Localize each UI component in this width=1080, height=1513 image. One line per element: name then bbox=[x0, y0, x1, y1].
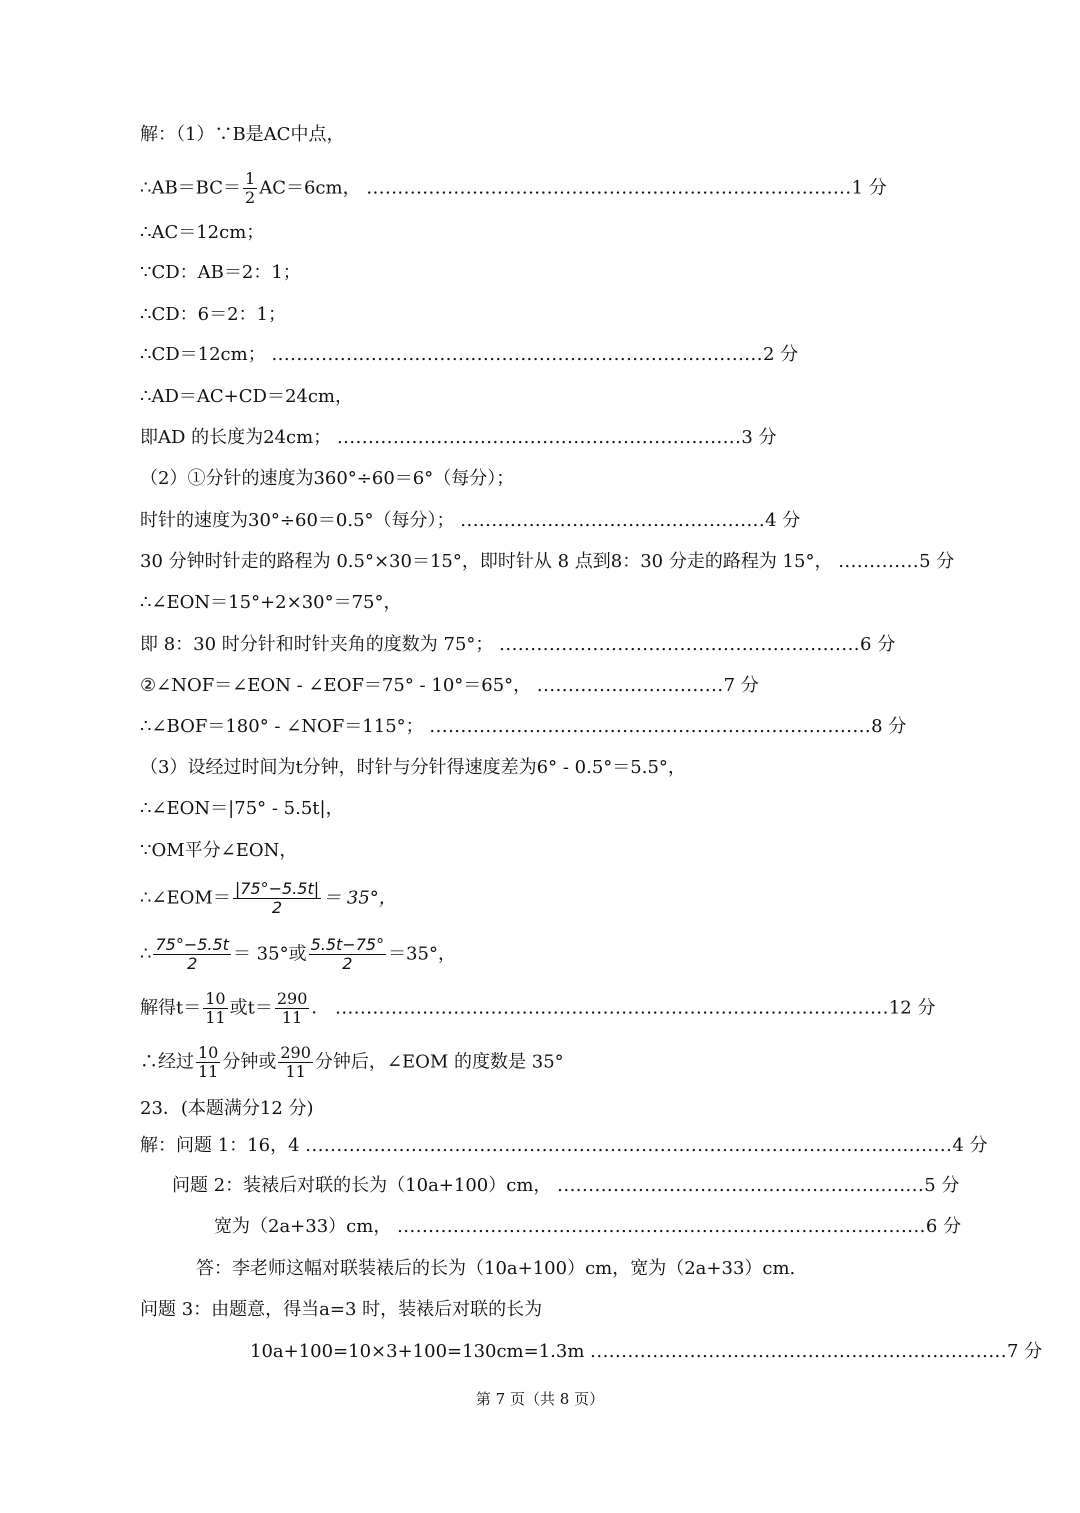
leader-dots: ........................................................................................................ bbox=[305, 1135, 953, 1156]
fraction bbox=[278, 1044, 313, 1081]
line-text: 解：问题 1：16，4 bbox=[140, 1135, 300, 1156]
line-24 bbox=[140, 1134, 988, 1158]
line-text: ∴经过 bbox=[140, 1051, 194, 1073]
fraction-numerator: 1 bbox=[245, 169, 256, 188]
line-text: （3）设经过时间为t分钟，时针与分针得速度差为6° - 0.5°＝5.5°， bbox=[140, 757, 686, 778]
line-11 bbox=[140, 550, 954, 574]
score-label: 4 分 bbox=[765, 510, 801, 531]
leader-dots: ................................................. bbox=[460, 510, 766, 531]
line-3 bbox=[140, 221, 264, 245]
line-15 bbox=[140, 715, 906, 739]
score-label: 7 分 bbox=[1007, 1341, 1043, 1362]
line-text: 解：（1）∵B是AC中点， bbox=[140, 124, 345, 145]
line-text: ＝ 35°或 bbox=[232, 943, 307, 965]
fraction bbox=[233, 880, 321, 917]
score-label: 5 分 bbox=[924, 1175, 960, 1196]
line-text: ∴CD＝12cm； bbox=[140, 344, 266, 365]
leader-dots: ....................................................................... bbox=[429, 716, 872, 737]
line-5 bbox=[140, 303, 286, 327]
fraction-denominator: 11 bbox=[285, 1062, 306, 1081]
line-text: ∴ bbox=[140, 943, 152, 965]
line-text: 分钟或 bbox=[222, 1051, 277, 1073]
line-text: 23．(本题满分12 分) bbox=[140, 1098, 314, 1119]
fraction-denominator: 11 bbox=[198, 1062, 219, 1081]
fraction-numerator: 290 bbox=[280, 1043, 311, 1062]
line-16 bbox=[140, 756, 686, 780]
line-21 bbox=[140, 990, 935, 1027]
line-text: 答：李老师这幅对联装裱后的长为（10a+100）cm，宽为（2a+33）cm. bbox=[196, 1258, 796, 1279]
line-text: ∴∠EOM＝ bbox=[140, 887, 231, 909]
line-25 bbox=[172, 1174, 959, 1198]
fraction bbox=[203, 990, 227, 1027]
line-17 bbox=[140, 797, 344, 821]
line-8 bbox=[140, 426, 777, 450]
line-text: ∵OM平分∠EON， bbox=[140, 840, 298, 861]
line-text: ∵CD：AB＝2：1； bbox=[140, 262, 301, 283]
line-text: ∴AC＝12cm； bbox=[140, 222, 265, 243]
fraction-numerator: |75°−5.5t| bbox=[234, 879, 320, 898]
line-22 bbox=[140, 1044, 564, 1081]
line-9 bbox=[140, 467, 514, 491]
line-text: 即 8：30 时分针和时针夹角的度数为 75°； bbox=[140, 634, 494, 655]
line-text: 宽为（2a+33）cm， bbox=[214, 1216, 392, 1237]
line-text: AC＝6cm， bbox=[259, 177, 361, 199]
score-label: 6 分 bbox=[925, 1216, 962, 1237]
fraction bbox=[243, 170, 257, 207]
leader-dots: .......................................................... bbox=[499, 634, 861, 655]
fraction bbox=[309, 936, 386, 973]
line-text: ＝ 35°， bbox=[323, 887, 397, 909]
line-26 bbox=[214, 1215, 961, 1239]
line-29 bbox=[250, 1340, 1042, 1364]
line-7 bbox=[140, 385, 353, 409]
line-text: ＝35°， bbox=[388, 943, 456, 965]
leader-dots: .............................................................................. bbox=[366, 177, 852, 199]
fraction-denominator: 11 bbox=[281, 1008, 303, 1027]
line-text: 即AD 的长度为24cm； bbox=[140, 427, 332, 448]
score-label: 7 分 bbox=[723, 675, 759, 696]
line-28 bbox=[140, 1298, 542, 1322]
fraction-denominator: 2 bbox=[187, 954, 198, 973]
score-label: 3 分 bbox=[741, 427, 777, 448]
line-23 bbox=[140, 1097, 314, 1121]
line-text: ∴∠EON＝|75° - 5.5t|， bbox=[140, 798, 344, 819]
line-10 bbox=[140, 509, 800, 533]
line-2 bbox=[140, 170, 887, 207]
line-12 bbox=[140, 591, 402, 615]
score-label: 5 分 bbox=[919, 551, 955, 572]
leader-dots: .............................. bbox=[536, 675, 724, 696]
line-14 bbox=[140, 674, 759, 698]
line-text: ． bbox=[311, 997, 330, 1019]
line-13 bbox=[140, 633, 895, 657]
fraction-numerator: 10 bbox=[205, 989, 226, 1008]
leader-dots: ................................................................... bbox=[590, 1341, 1007, 1362]
line-text: ∴AD＝AC+CD＝24cm， bbox=[140, 386, 353, 407]
score-label: 8 分 bbox=[871, 716, 907, 737]
score-label: 1 分 bbox=[851, 177, 887, 199]
score-label: 4 分 bbox=[952, 1135, 988, 1156]
fraction-numerator: 10 bbox=[198, 1043, 219, 1062]
leader-dots: ..................................................................................... bbox=[397, 1216, 926, 1237]
score-label: 12 分 bbox=[888, 997, 936, 1019]
line-text: 10a+100=10×3+100=130cm=1.3m bbox=[250, 1341, 585, 1362]
score-label: 2 分 bbox=[762, 344, 799, 365]
page-footer: 第 7 页（共 8 页） bbox=[475, 1390, 605, 1408]
line-19 bbox=[140, 880, 397, 917]
fraction-numerator: 75°−5.5t bbox=[155, 935, 229, 954]
line-20 bbox=[140, 936, 456, 973]
fraction-denominator: 11 bbox=[205, 1008, 226, 1027]
line-text: 问题 3：由题意，得当a=3 时，装裱后对联的长为 bbox=[140, 1299, 543, 1320]
line-text: （2）①分针的速度为360°÷60＝6°（每分）； bbox=[140, 468, 515, 489]
line-text: ∴CD：6＝2：1； bbox=[140, 304, 287, 325]
line-text: 30 分钟时针走的路程为 0.5°×30＝15°，即时针从 8 点到8：30 分走的路程为 15°， bbox=[140, 551, 833, 572]
fraction-numerator: 5.5t−75° bbox=[310, 935, 385, 954]
line-text: ∴∠EON＝15°+2×30°＝75°， bbox=[140, 592, 402, 613]
line-text: 或t＝ bbox=[229, 997, 273, 1019]
line-text: ∴AB＝BC＝ bbox=[140, 177, 242, 199]
line-text: 问题 2：装裱后对联的长为（10a+100）cm， bbox=[172, 1175, 552, 1196]
leader-dots: ................................................................. bbox=[336, 427, 742, 448]
leader-dots: ............................................................................... bbox=[271, 344, 763, 365]
score-label: 6 分 bbox=[860, 634, 896, 655]
line-1 bbox=[140, 123, 344, 147]
line-text: ∴∠BOF＝180° - ∠NOF＝115°； bbox=[140, 716, 424, 737]
line-text: 分钟后，∠EOM 的度数是 35° bbox=[314, 1051, 564, 1073]
fraction bbox=[153, 936, 230, 973]
line-text: ②∠NOF＝∠EON - ∠EOF＝75° - 10°＝65°， bbox=[140, 675, 532, 696]
line-27 bbox=[196, 1257, 795, 1281]
line-text: 解得t＝ bbox=[140, 997, 202, 1019]
leader-dots: ........................................................... bbox=[557, 1175, 925, 1196]
fraction-denominator: 2 bbox=[245, 188, 256, 207]
fraction-denominator: 2 bbox=[342, 954, 353, 973]
fraction bbox=[275, 990, 310, 1027]
line-4 bbox=[140, 261, 301, 285]
fraction-numerator: 290 bbox=[276, 989, 308, 1008]
fraction-denominator: 2 bbox=[271, 898, 283, 917]
line-18 bbox=[140, 839, 297, 863]
leader-dots: ............. bbox=[838, 551, 920, 572]
leader-dots: ......................................................................................... bbox=[335, 997, 889, 1019]
line-6 bbox=[140, 343, 798, 367]
line-text: 时针的速度为30°÷60＝0.5°（每分）； bbox=[140, 510, 455, 531]
fraction bbox=[196, 1044, 220, 1081]
